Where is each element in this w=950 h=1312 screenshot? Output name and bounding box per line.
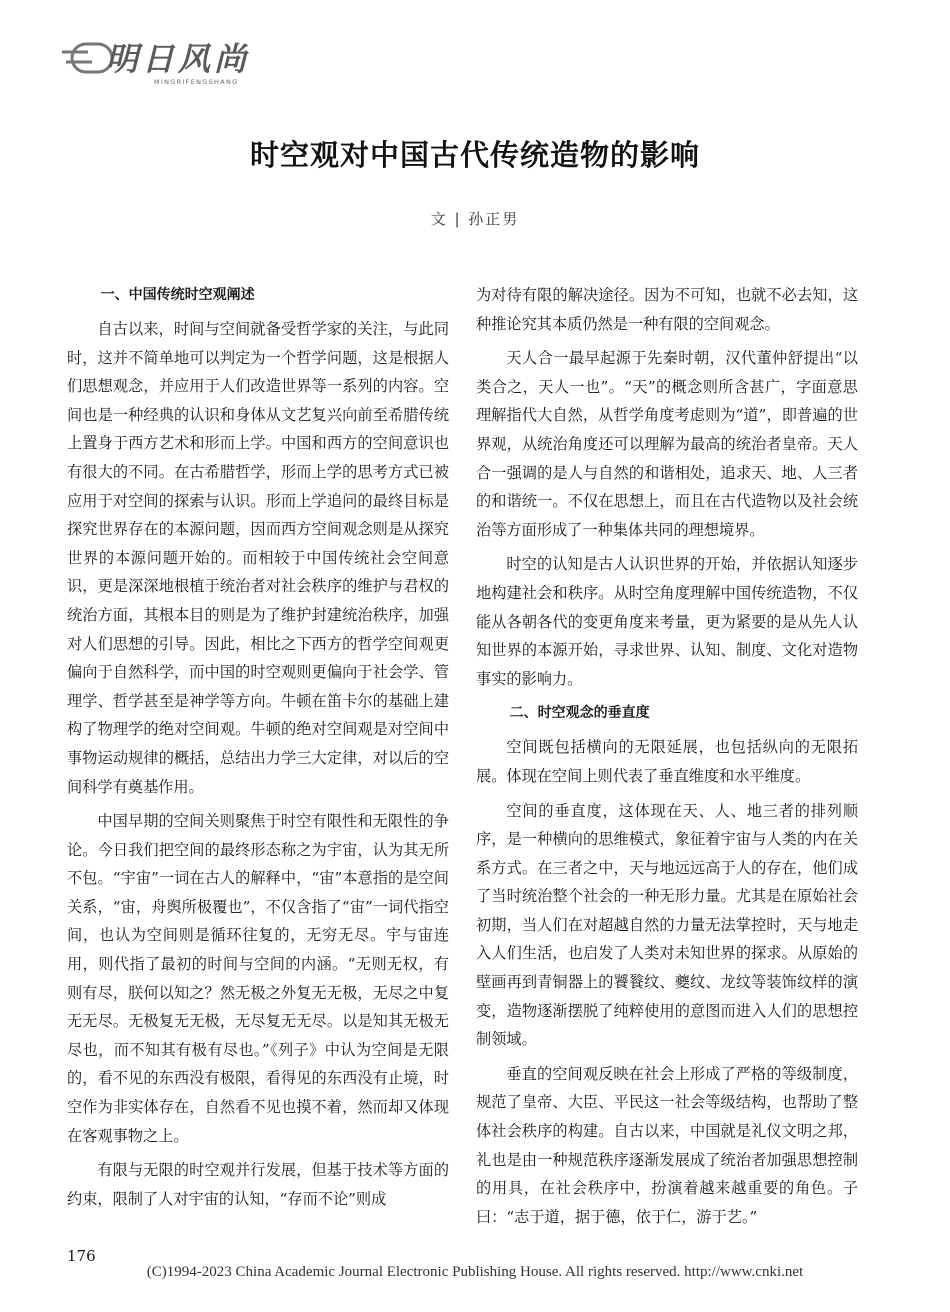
paragraph-continued: 为对待有限的解决途径。因为不可知，也就不必去知，这种推论究其本质仍然是一种有限的空间观念。 [476,286,858,333]
paragraph: 天人合一最早起源于先秦时朝，汉代董仲舒提出“以类合之，天人一也”。“天”的概念则所含甚广，字面意思理解指代大自然，从哲学角度考虑则为“道”，即普遍的世界观，从统治角度还可以理解为最高的统治者皇帝。天人合一强调的是人与自然的和谐相处，追求天、地、人三者的和谐统一。不仅在思想上，而且在古代造物以及社会统治等方面形成了一种集体共同的理想境界。 [476,349,858,539]
right-column [476,281,858,1237]
logo-chinese: 明日风尚 [106,40,251,78]
paragraph: 时空的认知是古人认识世界的开始，并依据认知逐步地构建社会和秩序。从时空角度理解中国传统造物，不仅能从各朝各代的变更角度来考量，更为紧要的是从先人认知世界的本源开始，寻求世界、认知、制度、文化对造物事实的影响力。 [476,555,858,688]
article-author: 文 | 孙正男 [430,210,520,228]
paragraph: 空间的垂直度，这体现在天、人、地三者的排列顺序，是一种横向的思维模式，象征着宇宙与人类的内在关系方式。在三者之中，天与地远远高于人的存在，他们成了当时统治整个社会的一种无形力量。尤其是在原始社会初期，当人们在对超越自然的力量无法掌控时，天与地走入人们生活，也启发了人类对未知世界的探求。从原始的壁画再到青铜器上的饕餮纹、夔纹、龙纹等装饰纹样的演变，造物逐渐摆脱了纯粹使用的意图而进入人们的思想控制领域。 [476,801,858,1049]
page-number: 176 [67,1247,96,1265]
paragraph: 有限与无限的时空观并行发展，但基于技术等方面的约束，限制了人对宇宙的认知，“存而不论”则成 [67,1161,449,1208]
paragraph: 空间既包括横向的无限延展，也包括纵向的无限拓展。体现在空间上则代表了垂直维度和水平维度。 [476,738,858,785]
left-column [67,281,449,1219]
paragraph: 垂直的空间观反映在社会上形成了严格的等级制度，规范了皇帝、大臣、平民这一社会等级结构，也帮助了整体社会秩序的构建。自古以来，中国就是礼仪文明之邦，礼也是由一种规范秩序逐渐发展成了统治者加强思想控制的用具，在社会秩序中，扮演着越来越重要的角色。子曰：“志于道，据于德，依于仁，游于艺。” [476,1064,858,1226]
paragraph: 自古以来，时间与空间就备受哲学家的关注，与此同时，这并不简单地可以判定为一个哲学问题，这是根据人们思想观念，并应用于人们改造世界等一系列的内容。空间也是一种经典的认识和身体从文艺复兴向前至希腊传统上置身于西方艺术和形而上学。中国和西方的空间意识也有很大的不同。在古希腊哲学，形而上学的思考方式已被应用于对空间的探索与认识。形而上学追问的最终目标是探究世界存在的本源问题，因而西方空间观念则是从探究世界的本源问题开始的。而相较于中国传统社会空间意识，更是深深地根植于统治者对社会秩序的维护与君权的统治方面，其根本目的则是为了维护封建统治秩序，加强对人们思想的引导。因此，相比之下西方的哲学空间观更偏向于自然科学，而中国的时空观则更偏向于社会学、管理学、哲学甚至是神学等方向。牛顿在笛卡尔的基础上建构了物理学的绝对空间观。牛顿的绝对空间观是对空间中事物运动规律的概括，总结出力学三大定律，对以后的空间科学有奠基作用。 [67,320,449,796]
magazine-logo [62,30,262,92]
paragraph: 中国早期的空间关则聚焦于时空有限性和无限性的争论。今日我们把空间的最终形态称之为宇宙，认为其无所不包。“宇宙”一词在古人的解释中，“宙”本意指的是空间关系，“宙，舟舆所极覆也”，不仅含指了“宙”一词代指空间，也认为空间则是循环往复的，无穷无尽。宇与宙连用，则代指了最初的时间与空间的内涵。“无则无权，有则有尽，朕何以知之？然无极之外复无无极，无尽之中复无无尽。无极复无无极，无尽复无无尽。以是知其无极无尽也，而不知其有极有尽也。”《列子》中认为空间是无限的，看不见的东西没有极限，看得见的东西没有止境，时空作为非实体存在，自然看不见也摸不着，然而却又体现在客观事物之上。 [67,812,449,1145]
section-heading-2: 二、时空观念的垂直度 [509,705,650,722]
section-heading-1: 一、中国传统时空观阐述 [100,287,255,303]
article-title: 时空观对中国古代传统造物的影响 [249,138,700,172]
copyright-footer: (C)1994-2023 China Academic Journal Electronic Publishing House. All rights reserved. http://www.cnki.net [146,1264,804,1280]
logo-pinyin: MINGRIFENGSHANG [154,78,239,86]
